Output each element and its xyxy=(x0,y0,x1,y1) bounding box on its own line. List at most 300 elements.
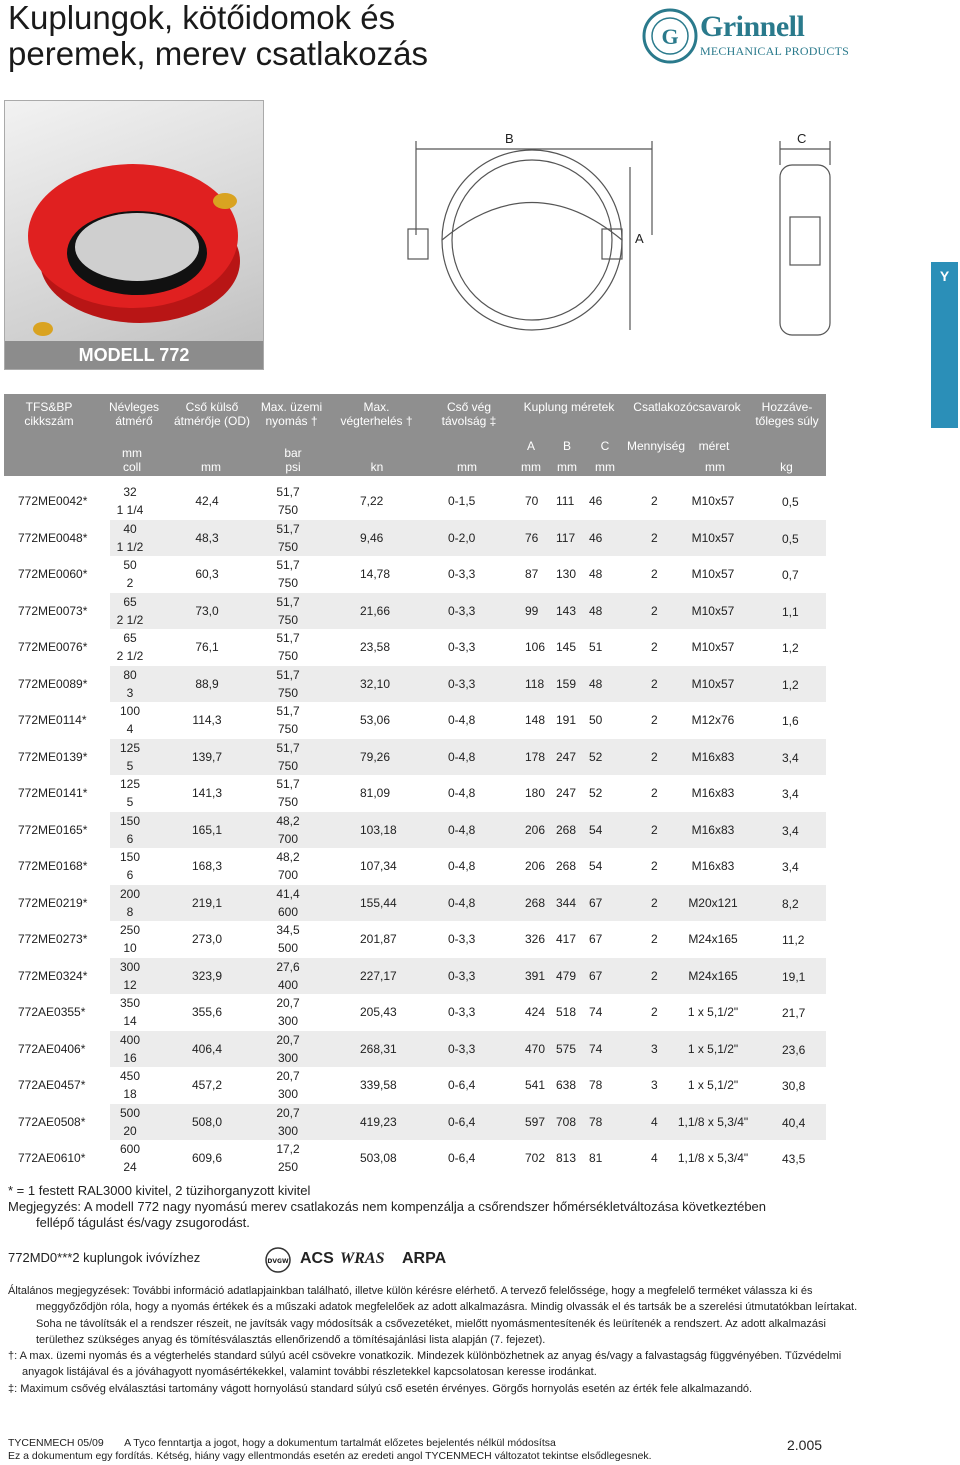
title-line-2: peremek, merev csatlakozás xyxy=(8,35,428,72)
cell-bolt-size: M16x83 xyxy=(691,786,735,800)
cell-bar: 20,7 xyxy=(276,1105,300,1120)
table-row xyxy=(0,921,830,957)
cell-a: 597 xyxy=(525,1114,546,1129)
cell-b: 813 xyxy=(556,1151,577,1165)
cell-nominal-mm: 32 xyxy=(123,485,137,499)
notes xyxy=(8,1183,828,1231)
cell-qty: 2 xyxy=(651,530,658,545)
cell-distance: 0-4,8 xyxy=(448,713,476,727)
cell-c: 48 xyxy=(589,567,603,581)
cell-psi: 300 xyxy=(277,1123,299,1138)
sub-a: A xyxy=(526,439,535,453)
cert-arpa: ARPA xyxy=(402,1250,447,1267)
header-csoveg: Cső vég távolság ‡ xyxy=(441,400,497,428)
cell-distance: 0-1,5 xyxy=(448,494,476,508)
cell-distance: 0-2,0 xyxy=(448,530,476,545)
cell-b: 143 xyxy=(556,603,577,618)
cell-bolt-size: 1 x 5,1/2" xyxy=(687,1041,739,1056)
cell-bar: 51,7 xyxy=(276,667,300,682)
cell-code: 772ME0219* xyxy=(18,895,88,910)
cell-a: 206 xyxy=(525,859,546,873)
table-row xyxy=(0,994,830,1030)
cell-od: 76,1 xyxy=(195,640,219,654)
header-nyomas: Max. üzemi nyomás † xyxy=(260,400,323,428)
cell-c: 81 xyxy=(589,1151,603,1165)
cell-weight: 19,1 xyxy=(782,969,806,984)
cell-bar: 34,5 xyxy=(276,923,300,937)
cell-distance: 0-4,8 xyxy=(448,749,476,764)
cell-distance: 0-6,4 xyxy=(448,1078,476,1092)
cell-c: 52 xyxy=(589,786,603,800)
sub-mennyiseg: Mennyiség xyxy=(626,439,686,453)
cell-qty: 4 xyxy=(651,1114,658,1129)
cell-weight: 8,2 xyxy=(782,896,799,911)
sub-cso-mm: mm xyxy=(457,460,477,474)
cell-psi: 300 xyxy=(277,1014,299,1028)
cell-code: 772ME0042* xyxy=(18,494,88,508)
sub-b-mm: mm xyxy=(557,460,577,474)
cell-bolt-size: M10x57 xyxy=(691,640,735,654)
cell-weight: 3,4 xyxy=(782,750,799,765)
cell-od: 114,3 xyxy=(192,713,222,727)
cell-od: 609,6 xyxy=(191,1151,223,1165)
cell-od: 168,3 xyxy=(191,859,223,873)
cell-b: 518 xyxy=(556,1005,577,1019)
table-row xyxy=(0,556,830,592)
cell-nominal-mm: 125 xyxy=(119,777,141,791)
cell-kn: 339,58 xyxy=(360,1078,397,1092)
sub-kn: kn xyxy=(370,460,384,474)
cell-bar: 51,7 xyxy=(276,631,300,645)
logo-brand: Grinnell xyxy=(700,10,805,43)
cell-od: 219,1 xyxy=(191,895,223,910)
cell-nominal-coll: 1 1/2 xyxy=(116,539,144,554)
cell-kn: 23,58 xyxy=(360,640,391,654)
cell-weight: 0,5 xyxy=(782,495,799,509)
cell-nominal-coll: 3 xyxy=(126,685,134,700)
cell-a: 541 xyxy=(525,1078,546,1092)
table-row xyxy=(0,1104,830,1140)
cell-weight: 21,7 xyxy=(782,1006,806,1020)
cell-nominal-coll: 12 xyxy=(123,977,137,992)
cell-psi: 750 xyxy=(277,576,299,590)
cell-nominal-mm: 65 xyxy=(123,631,137,645)
cell-kn: 205,43 xyxy=(360,1005,397,1019)
cell-weight: 3,4 xyxy=(782,860,799,874)
cell-qty: 2 xyxy=(651,968,658,983)
cell-distance: 0-3,3 xyxy=(448,676,476,691)
header-cikkszam: TFS&BP cikkszám xyxy=(24,400,74,428)
cell-kn: 21,66 xyxy=(360,603,391,618)
cell-bolt-size: M16x83 xyxy=(691,749,735,764)
cell-kn: 503,08 xyxy=(360,1151,397,1165)
cell-nominal-coll: 20 xyxy=(123,1123,137,1138)
coupling-photo-icon xyxy=(5,101,263,341)
cell-c: 51 xyxy=(589,640,603,654)
general-note-7: ‡: Maximum csővég elválasztási tartomány vágott hornyolású standard súlyú cső esetén érvényes. Görgős hornyolás esetén az érték fele alkalmazandó. xyxy=(8,1382,753,1395)
cell-bolt-size: 1 x 5,1/2" xyxy=(687,1005,739,1019)
cell-code: 772ME0168* xyxy=(18,859,88,873)
cell-a: 470 xyxy=(525,1041,546,1056)
cell-a: 76 xyxy=(525,530,539,545)
cell-bolt-size: M24x165 xyxy=(688,968,738,983)
cell-bar: 20,7 xyxy=(276,1032,300,1047)
cell-bolt-size: 1 x 5,1/2" xyxy=(687,1078,739,1092)
cell-bolt-size: M12x76 xyxy=(691,713,735,727)
cell-a: 268 xyxy=(525,895,546,910)
general-note-1: Általános megjegyzések: További információ adatlapjainkban található, illetve külön kérésre elérhető. A tervező felelőssége, hogy a megfelelő terméket válassza ki és xyxy=(8,1285,813,1297)
cell-code: 772ME0073* xyxy=(18,603,88,618)
cell-weight: 23,6 xyxy=(782,1042,806,1057)
cell-kn: 227,17 xyxy=(360,968,397,983)
cell-nominal-mm: 350 xyxy=(119,996,141,1010)
cell-kn: 53,06 xyxy=(360,713,391,727)
cell-qty: 2 xyxy=(651,713,658,727)
table-row xyxy=(0,593,830,629)
cell-weight: 3,4 xyxy=(782,823,799,838)
cell-nominal-coll: 8 xyxy=(126,904,134,919)
table-row xyxy=(0,775,830,811)
cell-qty: 2 xyxy=(651,1005,658,1019)
cell-bolt-size: M16x83 xyxy=(691,822,735,837)
cell-b: 417 xyxy=(556,932,577,946)
cell-od: 355,6 xyxy=(191,1005,223,1019)
cell-qty: 2 xyxy=(651,603,658,618)
cell-bar: 48,2 xyxy=(276,813,300,828)
sub-kg: kg xyxy=(780,460,793,474)
cell-bolt-size: M20x121 xyxy=(688,895,738,910)
general-note-3: Soha ne távolítsák el a rendszer részeit, ne javítsák vagy módosítsák a csővezetéket, mielőtt nyomásmentesítenék és leürítenék a rendszert. Az adott alkalmazási xyxy=(36,1317,826,1330)
cell-weight: 0,7 xyxy=(782,568,799,582)
cell-qty: 2 xyxy=(651,895,658,910)
cell-nominal-coll: 4 xyxy=(126,722,134,736)
cell-b: 344 xyxy=(556,895,577,910)
cell-qty: 2 xyxy=(651,676,658,691)
cell-qty: 2 xyxy=(651,494,658,508)
footer-code: TYCENMECH 05/09 xyxy=(8,1437,104,1449)
header-nevleges: Névleges átmérő xyxy=(108,400,160,428)
cell-weight: 1,1 xyxy=(782,604,799,619)
cell-distance: 0-6,4 xyxy=(448,1114,476,1129)
cell-kn: 201,87 xyxy=(360,932,397,946)
cell-od: 273,0 xyxy=(191,932,223,946)
cell-qty: 2 xyxy=(651,822,658,837)
cell-c: 46 xyxy=(589,494,603,508)
cell-od: 508,0 xyxy=(191,1114,223,1129)
cell-distance: 0-3,3 xyxy=(448,1005,476,1019)
cell-bar: 51,7 xyxy=(276,485,300,499)
cell-psi: 700 xyxy=(277,868,299,882)
cell-nominal-coll: 10 xyxy=(123,941,137,955)
table-header xyxy=(4,394,826,476)
cell-c: 78 xyxy=(589,1114,603,1129)
cert-wras: WRAS xyxy=(340,1250,385,1267)
cell-psi: 700 xyxy=(277,831,299,846)
general-note-5: †: A max. üzemi nyomás és a végterhelés standard súlyú acél csövekre vonatkozik. Mindezek különbözhetnek az anyag és/vagy a falvastagság függvényében. Tűzvédelmi xyxy=(8,1350,842,1363)
table-row xyxy=(0,739,830,775)
table-row xyxy=(0,702,830,738)
cell-od: 88,9 xyxy=(195,676,219,691)
sub-c: C xyxy=(600,439,610,453)
cell-bar: 51,7 xyxy=(276,704,300,718)
cell-psi: 500 xyxy=(277,941,299,955)
cell-psi: 600 xyxy=(277,904,299,919)
cell-nominal-coll: 6 xyxy=(126,831,134,846)
title-line-1: Kuplungok, kötőidomok és xyxy=(8,0,396,36)
cell-psi: 300 xyxy=(277,1050,299,1065)
cell-code: 772AE0610* xyxy=(18,1151,86,1165)
cell-qty: 2 xyxy=(651,859,658,873)
cell-qty: 2 xyxy=(651,640,658,654)
cell-distance: 0-3,3 xyxy=(448,603,476,618)
cell-qty: 2 xyxy=(651,786,658,800)
cell-code: 772AE0355* xyxy=(18,1005,86,1019)
cell-bar: 27,6 xyxy=(276,959,300,974)
note-star: * = 1 festett RAL3000 kivitel, 2 tüzihorganyzott kivitel xyxy=(8,1183,311,1198)
cell-c: 54 xyxy=(589,822,603,837)
general-notes xyxy=(8,1283,858,1397)
cell-psi: 750 xyxy=(277,685,299,700)
cell-code: 772AE0457* xyxy=(18,1078,86,1092)
cell-od: 406,4 xyxy=(191,1041,223,1056)
cell-code: 772ME0048* xyxy=(18,530,88,545)
table-row xyxy=(0,1140,830,1176)
cell-nominal-mm: 400 xyxy=(119,1032,141,1047)
cell-code: 772AE0508* xyxy=(18,1114,86,1129)
cell-weight: 1,2 xyxy=(782,641,799,655)
cell-c: 52 xyxy=(589,749,603,764)
cell-bolt-size: 1,1/8 x 5,3/4" xyxy=(677,1114,749,1129)
cell-nominal-coll: 14 xyxy=(123,1014,137,1028)
header-kuplung: Kuplung méretek xyxy=(523,400,615,414)
drawing-label-b: B xyxy=(505,131,514,146)
cell-bar: 51,7 xyxy=(276,521,300,536)
technical-drawing xyxy=(380,125,840,345)
table-row xyxy=(0,1031,830,1067)
sub-b: B xyxy=(562,439,571,453)
cell-psi: 300 xyxy=(277,1087,299,1101)
cell-code: 772ME0165* xyxy=(18,822,88,837)
cell-qty: 4 xyxy=(651,1151,658,1165)
cell-bar: 51,7 xyxy=(276,777,300,791)
cell-code: 772ME0324* xyxy=(18,968,88,983)
cell-c: 74 xyxy=(589,1041,603,1056)
header-od: Cső külső átmérője (OD) xyxy=(173,400,250,428)
cell-weight: 0,5 xyxy=(782,531,799,546)
sub-bar: bar xyxy=(284,446,302,460)
sub-c-mm: mm xyxy=(595,460,615,474)
cell-code: 772ME0060* xyxy=(18,567,88,581)
cell-od: 42,4 xyxy=(195,494,219,508)
cell-nominal-coll: 2 1/2 xyxy=(116,612,144,627)
cell-nominal-coll: 16 xyxy=(123,1050,137,1065)
cell-bolt-size: 1,1/8 x 5,3/4" xyxy=(677,1151,749,1165)
cell-nominal-mm: 450 xyxy=(119,1069,141,1083)
cell-b: 575 xyxy=(556,1041,577,1056)
sub-meret: méret xyxy=(698,439,730,453)
cell-kn: 107,34 xyxy=(360,859,397,873)
cell-c: 54 xyxy=(589,859,603,873)
general-note-2: meggyőződjön róla, hogy a nyomás értékek és a műszaki adatok megfelelőek az adott alkalmazásra. Mindig olvassák el és tartsák be a szerelési útmutatókban leírtakat. xyxy=(36,1301,858,1314)
cell-qty: 2 xyxy=(651,749,658,764)
cell-nominal-coll: 5 xyxy=(126,758,134,773)
cell-od: 457,2 xyxy=(191,1078,223,1092)
cell-kn: 419,23 xyxy=(360,1114,397,1129)
grinnell-seal-icon xyxy=(642,8,698,64)
cell-weight: 3,4 xyxy=(782,787,799,801)
table-row xyxy=(0,1067,830,1103)
cell-nominal-coll: 5 xyxy=(126,795,134,809)
section-tab xyxy=(931,262,958,428)
table-row xyxy=(0,666,830,702)
cell-c: 67 xyxy=(589,895,603,910)
cell-b: 479 xyxy=(556,968,577,983)
cell-kn: 9,46 xyxy=(360,530,384,545)
cell-b: 247 xyxy=(556,749,577,764)
cell-code: 772ME0141* xyxy=(18,786,88,800)
cell-bar: 17,2 xyxy=(276,1142,300,1156)
sub-nev-mm: mm xyxy=(122,446,142,460)
cell-c: 48 xyxy=(589,676,603,691)
table-row xyxy=(0,885,830,921)
cell-b: 247 xyxy=(556,786,577,800)
cell-weight: 1,6 xyxy=(782,714,799,728)
svg-text:G: G xyxy=(661,24,679,49)
cell-bolt-size: M10x57 xyxy=(691,494,735,508)
cell-psi: 750 xyxy=(277,795,299,809)
cell-a: 148 xyxy=(525,713,546,727)
cell-distance: 0-3,3 xyxy=(448,1041,476,1056)
cell-c: 46 xyxy=(589,530,603,545)
cell-b: 145 xyxy=(556,640,577,654)
cell-od: 48,3 xyxy=(195,530,219,545)
footer-line-1: A Tyco fenntartja a jogot, hogy a dokumentum tartalmát előzetes bejelentés nélkül módosítsa xyxy=(124,1437,556,1449)
table-row xyxy=(0,958,830,994)
cell-od: 141,3 xyxy=(191,786,223,800)
cell-distance: 0-4,8 xyxy=(448,822,476,837)
page-title xyxy=(8,0,428,72)
cell-bolt-size: M10x57 xyxy=(691,530,735,545)
sub-meret-mm: mm xyxy=(705,460,725,474)
cell-weight: 1,2 xyxy=(782,677,799,692)
table-row xyxy=(0,848,830,884)
cell-a: 391 xyxy=(525,968,546,983)
cell-qty: 2 xyxy=(651,932,658,946)
cell-a: 206 xyxy=(525,822,546,837)
cell-distance: 0-3,3 xyxy=(448,932,476,946)
cell-bar: 51,7 xyxy=(276,740,300,755)
cell-weight: 11,2 xyxy=(782,933,805,947)
cell-nominal-coll: 2 1/2 xyxy=(116,649,144,663)
cell-od: 323,9 xyxy=(191,968,223,983)
header-csavarok: Csatlakozócsavarok xyxy=(633,400,741,414)
cell-nominal-coll: 2 xyxy=(126,576,134,590)
cell-bar: 48,2 xyxy=(276,850,300,864)
cell-nominal-mm: 200 xyxy=(119,886,141,901)
cell-code: 772ME0114* xyxy=(18,713,87,727)
cell-bar: 20,7 xyxy=(276,996,300,1010)
cell-distance: 0-3,3 xyxy=(448,567,476,581)
cell-nominal-mm: 500 xyxy=(119,1105,141,1120)
cell-c: 50 xyxy=(589,713,603,727)
note-megjegyzes-2: fellépő tágulást és/vagy zsugorodást. xyxy=(36,1215,250,1230)
cell-psi: 750 xyxy=(277,503,299,517)
table-row xyxy=(0,629,830,665)
cell-a: 178 xyxy=(525,749,546,764)
cell-c: 67 xyxy=(589,968,603,983)
cell-a: 118 xyxy=(525,676,545,691)
cell-weight: 30,8 xyxy=(782,1079,806,1093)
cell-b: 130 xyxy=(556,567,577,581)
cell-nominal-coll: 1 1/4 xyxy=(116,503,144,517)
cell-b: 268 xyxy=(556,859,577,873)
sub-od-mm: mm xyxy=(201,460,221,474)
cell-kn: 81,09 xyxy=(360,786,391,800)
cell-bolt-size: M10x57 xyxy=(691,603,735,618)
product-photo xyxy=(4,100,264,370)
cell-a: 702 xyxy=(525,1151,546,1165)
cell-nominal-mm: 300 xyxy=(119,959,141,974)
cell-a: 70 xyxy=(525,494,539,508)
cell-psi: 400 xyxy=(277,977,299,992)
cell-distance: 0-3,3 xyxy=(448,968,476,983)
cell-nominal-mm: 600 xyxy=(119,1142,141,1156)
cell-b: 117 xyxy=(556,530,576,545)
cell-b: 708 xyxy=(556,1114,577,1129)
cell-od: 73,0 xyxy=(195,603,219,618)
general-note-4: területhez szükséges anyag és tömítésválasztás ellenőrizendő a tömítésajánlási lista alapján (7. fejezet). xyxy=(36,1333,546,1346)
cert-acs: ACS xyxy=(300,1250,334,1267)
cell-b: 638 xyxy=(556,1078,577,1092)
page-number: 2.005 xyxy=(787,1437,823,1453)
cell-distance: 0-3,3 xyxy=(448,640,476,654)
cell-bolt-size: M10x57 xyxy=(691,676,735,691)
cell-psi: 750 xyxy=(277,539,299,554)
cell-od: 60,3 xyxy=(195,567,219,581)
cell-b: 159 xyxy=(556,676,577,691)
cell-qty: 3 xyxy=(651,1078,658,1092)
cell-nominal-mm: 50 xyxy=(123,558,137,572)
cell-nominal-coll: 6 xyxy=(126,868,134,882)
note-megjegyzes-1: Megjegyzés: A modell 772 nagy nyomású merev csatlakozás nem kompenzálja a csőrendszer hőmérsékletváltozása következtében xyxy=(8,1199,767,1214)
cell-psi: 750 xyxy=(277,758,299,773)
cell-a: 424 xyxy=(525,1005,546,1019)
cell-code: 772ME0273* xyxy=(18,932,88,946)
cell-bolt-size: M10x57 xyxy=(691,567,735,581)
grinnell-logo xyxy=(642,8,850,64)
cell-od: 139,7 xyxy=(191,749,223,764)
cell-bolt-size: M24x165 xyxy=(688,932,738,946)
svg-text:DVGW: DVGW xyxy=(267,1258,289,1265)
dvgw-logo-icon xyxy=(264,1246,292,1274)
cell-bar: 51,7 xyxy=(276,558,300,572)
cell-weight: 43,5 xyxy=(782,1152,806,1166)
cell-psi: 250 xyxy=(277,1160,299,1174)
cell-bar: 41,4 xyxy=(276,886,300,901)
cell-nominal-mm: 80 xyxy=(123,667,137,682)
cell-kn: 79,26 xyxy=(360,749,391,764)
cell-nominal-mm: 150 xyxy=(119,813,141,828)
cell-code: 772ME0089* xyxy=(18,676,88,691)
cell-b: 268 xyxy=(556,822,577,837)
cell-bar: 51,7 xyxy=(276,594,300,609)
cell-psi: 750 xyxy=(277,612,299,627)
cell-a: 180 xyxy=(525,786,546,800)
cell-a: 106 xyxy=(525,640,546,654)
cell-kn: 103,18 xyxy=(360,822,397,837)
cell-kn: 155,44 xyxy=(360,895,397,910)
header-suly: Hozzáve- tőleges súly xyxy=(755,400,819,428)
